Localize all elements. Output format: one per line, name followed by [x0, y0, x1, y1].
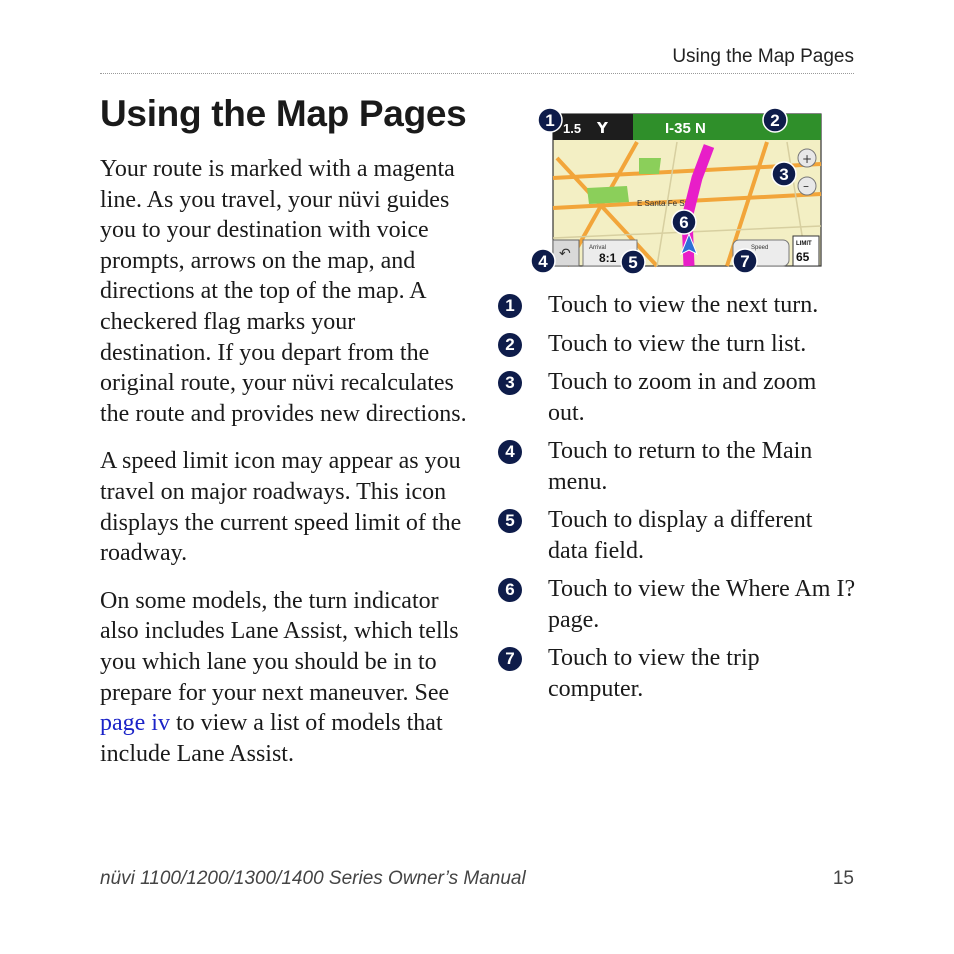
page-number: 15 [832, 868, 854, 889]
header-rule [100, 73, 854, 74]
legend-item-6 [498, 574, 858, 635]
next-turn-distance: 1.5 [563, 121, 582, 136]
page-title: Using the Map Pages [100, 93, 467, 134]
back-arrow-icon: ↶ [559, 246, 571, 262]
park-area [639, 158, 661, 174]
page-iv-link[interactable]: page iv [100, 710, 170, 737]
arrival-label: Arrival [589, 245, 607, 251]
paragraph-route: Your route is marked with a magenta line. As you travel, your nüvi guides you to your destination with voice prompts, arrows on the map, and directions at the top of the map. A checkered flag marks your destination. If you depart from the original route, your nüvi recalculates the route and provides new directions. [100, 156, 467, 427]
park-area [587, 186, 629, 204]
legend-number-badge: 5 [498, 509, 522, 533]
lane-assist-text-after: to view a list of models that include Lane Assist. [100, 710, 443, 767]
running-header: Using the Map Pages [672, 46, 854, 67]
callout-4-number: 4 [538, 252, 548, 271]
legend-text: Touch to display a different data field. [548, 507, 813, 564]
body-text [100, 154, 470, 786]
street-label: E Santa Fe St [637, 199, 687, 208]
fork-turn-icon: Y [597, 119, 608, 137]
legend-number-badge: 2 [498, 333, 522, 357]
legend-item-7 [498, 643, 858, 704]
legend-item-2 [498, 329, 858, 360]
legend-number-badge: 6 [498, 578, 522, 602]
callout-1-number: 1 [545, 111, 555, 130]
legend-number-badge: 1 [498, 294, 522, 318]
legend-text: Touch to view the Where Am I? page. [548, 576, 856, 633]
legend-text: Touch to view the turn list. [548, 330, 807, 357]
callout-legend [498, 290, 858, 712]
paragraph-speed-limit: A speed limit icon may appear as you travel on major roadways. This icon displays the current speed limit of the roadway. [100, 448, 462, 567]
legend-text: Touch to view the next turn. [548, 292, 819, 318]
legend-number-badge: 7 [498, 647, 522, 671]
legend-item-4 [498, 436, 858, 497]
zoom-out-icon: – [803, 179, 809, 193]
speed-limit-value: 65 [796, 250, 810, 264]
legend-item-5 [498, 505, 858, 566]
zoom-in-icon: + [802, 152, 813, 166]
paragraph-lane-assist [100, 586, 470, 770]
callout-5-number: 5 [628, 253, 638, 272]
legend-text: Touch to return to the Main menu. [548, 438, 813, 495]
callout-3-number: 3 [779, 165, 789, 184]
callout-2-number: 2 [770, 111, 780, 130]
footer-manual-title: nüvi 1100/1200/1300/1400 Series Owner’s Manual [100, 868, 526, 889]
speed-limit-label: LIMIT [796, 241, 812, 247]
legend-number-badge: 4 [498, 440, 522, 464]
arrival-time: 8:1 [599, 251, 617, 265]
legend-text: Touch to zoom in and zoom out. [548, 369, 817, 426]
legend-item-3 [498, 367, 858, 428]
lane-assist-text-before: On some models, the turn indicator also includes Lane Assist, which tells you which lane you should be in to prepare for your next maneuver. See [100, 587, 459, 706]
legend-item-1 [498, 290, 858, 321]
speed-label: Speed [751, 245, 769, 251]
legend-number-badge: 3 [498, 371, 522, 395]
road-name[interactable]: I-35 N [665, 120, 706, 137]
map-page-figure [527, 108, 827, 276]
callout-7-number: 7 [740, 252, 750, 271]
legend-text: Touch to view the trip computer. [548, 645, 760, 702]
callout-6-number: 6 [679, 213, 689, 232]
